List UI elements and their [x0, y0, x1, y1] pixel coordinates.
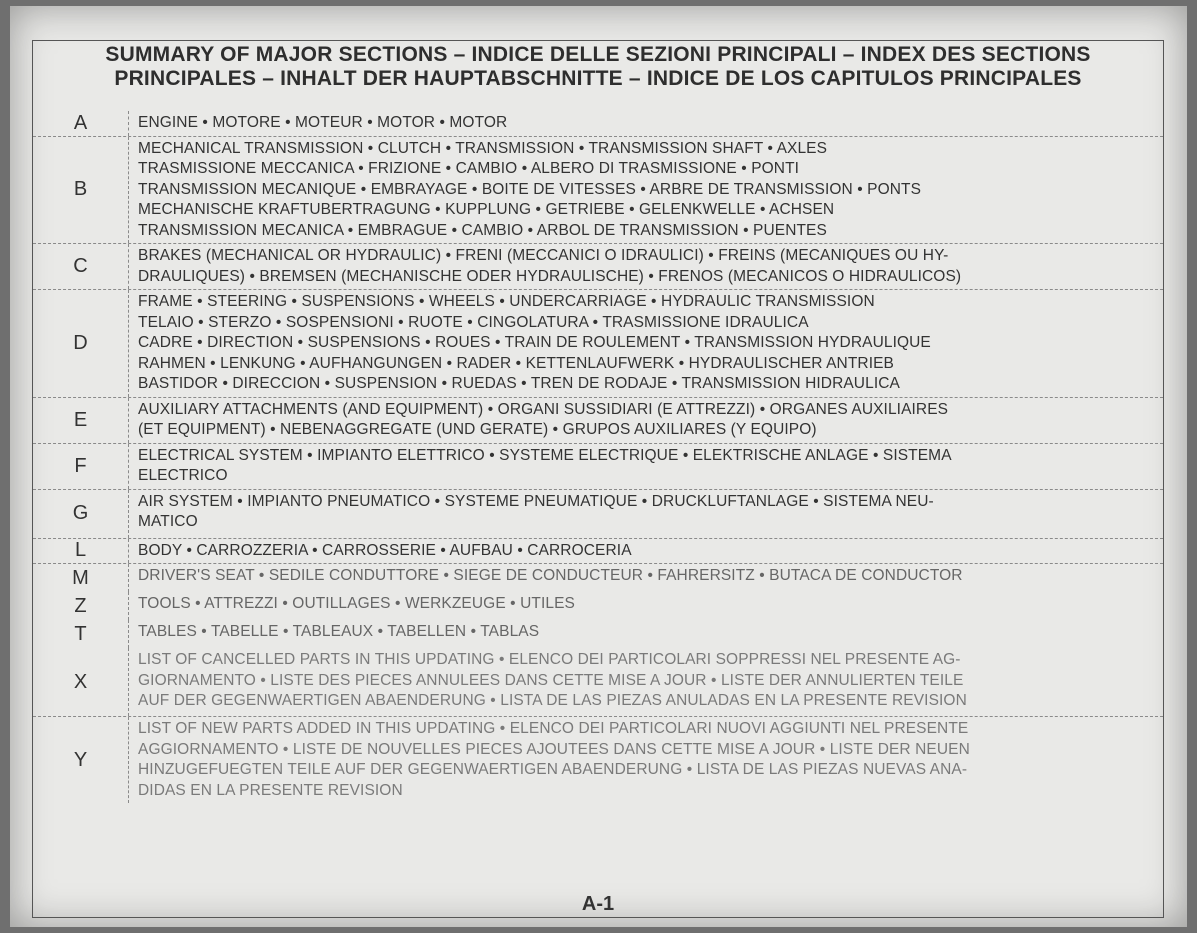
description-line: GIORNAMENTO • LISTE DES PIECES ANNULEES DANS CETTE MISE A JOUR • LISTE DER ANNULIERTEN TEILE [138, 671, 964, 689]
description-line: HINZUGEFUEGTEN TEILE AUF DER GEGENWAERTIGEN ABAENDERUNG • LISTA DE LAS PIEZAS NUEVAS ANA- [138, 761, 968, 778]
title-line-1: SUMMARY OF MAJOR SECTIONS – INDICE DELLE SEZIONI PRINCIPALI – INDEX DES SECTIONS [105, 43, 1091, 66]
description-line: LIST OF NEW PARTS ADDED IN THIS UPDATING • ELENCO DEI PARTICOLARI NUOVI AGGIUNTI NEL PRESENTE [138, 720, 969, 737]
section-row [33, 137, 1163, 245]
section-description [129, 620, 1163, 648]
description-line: BRAKES (MECHANICAL OR HYDRAULIC) • FRENI (MECCANICI O IDRAULICI) • FREINS (MECANIQUES OU HY- [138, 247, 949, 264]
section-row [33, 444, 1163, 490]
description-line: TRANSMISSION MECANICA • EMBRAGUE • CAMBIO • ARBOL DE TRANSMISSION • PUENTES [138, 221, 827, 239]
section-letter: Y [33, 717, 129, 803]
section-letter: D [33, 290, 129, 397]
section-row [33, 592, 1163, 620]
section-description [129, 111, 1163, 136]
description-line: BODY • CARROZZERIA • CARROSSERIE • AUFBAU • CARROCERIA [138, 541, 632, 559]
section-letter: E [33, 398, 129, 443]
section-row [33, 244, 1163, 290]
description-line: ENGINE • MOTORE • MOTEUR • MOTOR • MOTOR [138, 114, 508, 131]
description-line: DIDAS EN LA PRESENTE REVISION [138, 781, 403, 799]
description-line: (ET EQUIPMENT) • NEBENAGGREGATE (UND GERATE) • GRUPOS AUXILIARES (Y EQUIPO) [138, 421, 817, 438]
section-description [129, 290, 1163, 397]
section-row [33, 564, 1163, 592]
description-line: AUF DER GEGENWAERTIGEN ABAENDERUNG • LISTA DE LAS PIEZAS ANULADAS EN LA PRESENTE REVISION [138, 692, 967, 709]
section-description [129, 137, 1163, 244]
description-line: MECHANICAL TRANSMISSION • CLUTCH • TRANSMISSION • TRANSMISSION SHAFT • AXLES [138, 139, 828, 157]
description-line: TELAIO • STERZO • SOSPENSIONI • RUOTE • CINGOLATURA • TRASMISSIONE IDRAULICA [138, 313, 809, 331]
section-row [33, 490, 1163, 539]
section-description [129, 444, 1163, 489]
section-row [33, 398, 1163, 444]
sections-table [33, 111, 1163, 803]
description-line: BASTIDOR • DIRECCION • SUSPENSION • RUEDAS • TREN DE RODAJE • TRANSMISSION HIDRAULICA [138, 375, 900, 392]
section-letter: X [33, 648, 129, 716]
section-letter: L [33, 539, 129, 564]
section-description [129, 398, 1163, 443]
section-letter: A [33, 111, 129, 136]
description-line: TRANSMISSION MECANIQUE • EMBRAYAGE • BOITE DE VITESSES • ARBRE DE TRANSMISSION • PONTS [138, 180, 922, 198]
section-row [33, 648, 1163, 717]
description-line: FRAME • STEERING • SUSPENSIONS • WHEELS • UNDERCARRIAGE • HYDRAULIC TRANSMISSION [138, 293, 875, 310]
section-description [129, 490, 1163, 538]
description-line: LIST OF CANCELLED PARTS IN THIS UPDATING • ELENCO DEI PARTICOLARI SOPPRESSI NEL PRESENTE AG- [138, 651, 961, 668]
section-row [33, 620, 1163, 648]
description-line: AUXILIARY ATTACHMENTS (AND EQUIPMENT) • ORGANI SUSSIDIARI (E ATTREZZI) • ORGANES AUXILIAIRES [138, 400, 949, 418]
section-description [129, 717, 1163, 803]
section-row [33, 717, 1163, 803]
description-line: DRIVER'S SEAT • SEDILE CONDUTTORE • SIEGE DE CONDUCTEUR • FAHRERSITZ • BUTACA DE CONDUCTOR [138, 567, 963, 584]
section-description [129, 244, 1163, 289]
index-frame [32, 40, 1164, 918]
description-line: TOOLS • ATTREZZI • OUTILLAGES • WERKZEUGE • UTILES [138, 595, 575, 612]
description-line: MATICO [138, 513, 198, 530]
description-line: DRAULIQUES) • BREMSEN (MECHANISCHE ODER HYDRAULISCHE) • FRENOS (MECANICOS O HIDRAULICOS) [138, 267, 962, 285]
section-letter: G [33, 490, 129, 538]
scanned-page [10, 6, 1187, 927]
description-line: MECHANISCHE KRAFTUBERTRAGUNG • KUPPLUNG • GETRIEBE • GELENKWELLE • ACHSEN [138, 201, 835, 218]
description-line: AGGIORNAMENTO • LISTE DE NOUVELLES PIECES AJOUTEES DANS CETTE MISE A JOUR • LISTE DER NEUEN [138, 740, 970, 758]
section-letter: C [33, 244, 129, 289]
section-letter: M [33, 564, 129, 592]
section-description [129, 539, 1163, 564]
section-letter: F [33, 444, 129, 489]
description-line: RAHMEN • LENKUNG • AUFHANGUNGEN • RADER • KETTENLAUFWERK • HYDRAULISCHER ANTRIEB [138, 354, 894, 372]
description-line: CADRE • DIRECTION • SUSPENSIONS • ROUES • TRAIN DE ROULEMENT • TRANSMISSION HYDRAULIQUE [138, 334, 931, 351]
description-line: ELECTRICO [138, 467, 228, 484]
section-row [33, 290, 1163, 398]
section-row [33, 111, 1163, 137]
description-line: ELECTRICAL SYSTEM • IMPIANTO ELETTRICO • SYSTEME ELECTRIQUE • ELEKTRISCHE ANLAGE • SISTEMA [138, 446, 952, 464]
title-line-2: PRINCIPALES – INHALT DER HAUPTABSCHNITTE – INDICE DE LOS CAPITULOS PRINCIPALES [114, 67, 1082, 90]
page-number: A-1 [581, 893, 615, 915]
section-description [129, 592, 1163, 620]
section-letter: Z [33, 592, 129, 620]
section-description [129, 648, 1163, 716]
description-line: TABLES • TABELLE • TABLEAUX • TABELLEN • TABLAS [138, 623, 540, 640]
section-description [129, 564, 1163, 592]
section-letter: T [33, 620, 129, 648]
description-line: AIR SYSTEM • IMPIANTO PNEUMATICO • SYSTEME PNEUMATIQUE • DRUCKLUFTANLAGE • SISTEMA NEU- [138, 492, 934, 510]
page-title [33, 43, 1163, 91]
description-line: TRASMISSIONE MECCANICA • FRIZIONE • CAMBIO • ALBERO DI TRASMISSIONE • PONTI [138, 160, 800, 177]
section-row [33, 539, 1163, 565]
section-letter: B [33, 137, 129, 244]
